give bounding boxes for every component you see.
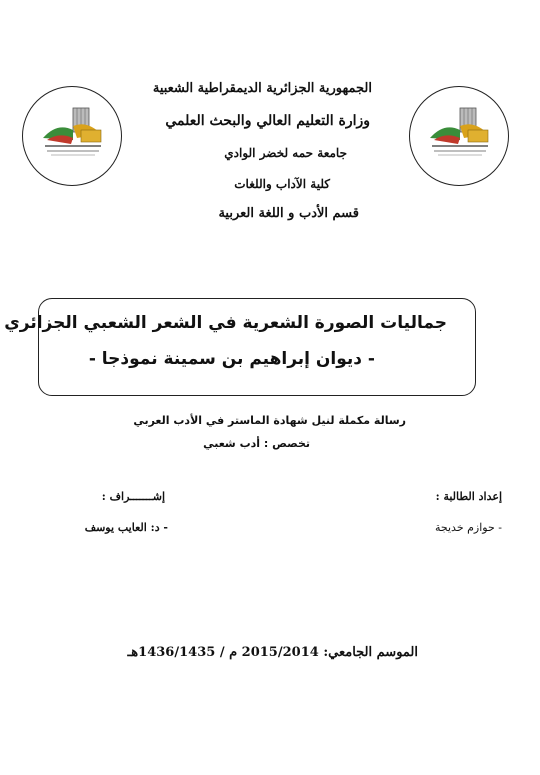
republic-heading: الجمهورية الجزائرية الديمقراطية الشعبية — [152, 81, 372, 96]
thesis-description: رسالة مكملة لنيل شهادة الماستر في الأدب العربي — [133, 414, 406, 427]
academic-year: الموسم الجامعي: 2015/2014 م / 1436/1435هـ — [127, 645, 418, 660]
university-logo-right — [409, 86, 509, 186]
university-emblem-icon — [424, 104, 494, 164]
thesis-subtitle: - ديوان إبراهيم بن سمينة نموذجا - — [88, 349, 375, 369]
thesis-title-box — [4, 298, 476, 396]
university-emblem-icon — [37, 104, 107, 164]
university-logo-left — [22, 86, 122, 186]
supervisor-name: - د: العايب يوسف — [84, 521, 168, 534]
department-heading: قسم الأدب و اللغة العربية — [218, 206, 359, 221]
prepared-by-label: إعداد الطالبة : — [435, 490, 502, 503]
thesis-specialty: تخصص : أدب شعبي — [203, 437, 310, 450]
thesis-title: جماليات الصورة الشعرية في الشعر الشعبي الجزائري — [4, 313, 447, 333]
student-name: - حوازم خديجة — [434, 521, 502, 534]
ministry-heading: وزارة التعليم العالي والبحث العلمي — [165, 113, 370, 129]
university-heading: جامعة حمه لخضر الوادي — [224, 146, 347, 160]
supervision-label: إشـــــــراف : — [101, 490, 165, 503]
faculty-heading: كلية الآداب واللغات — [234, 177, 330, 191]
